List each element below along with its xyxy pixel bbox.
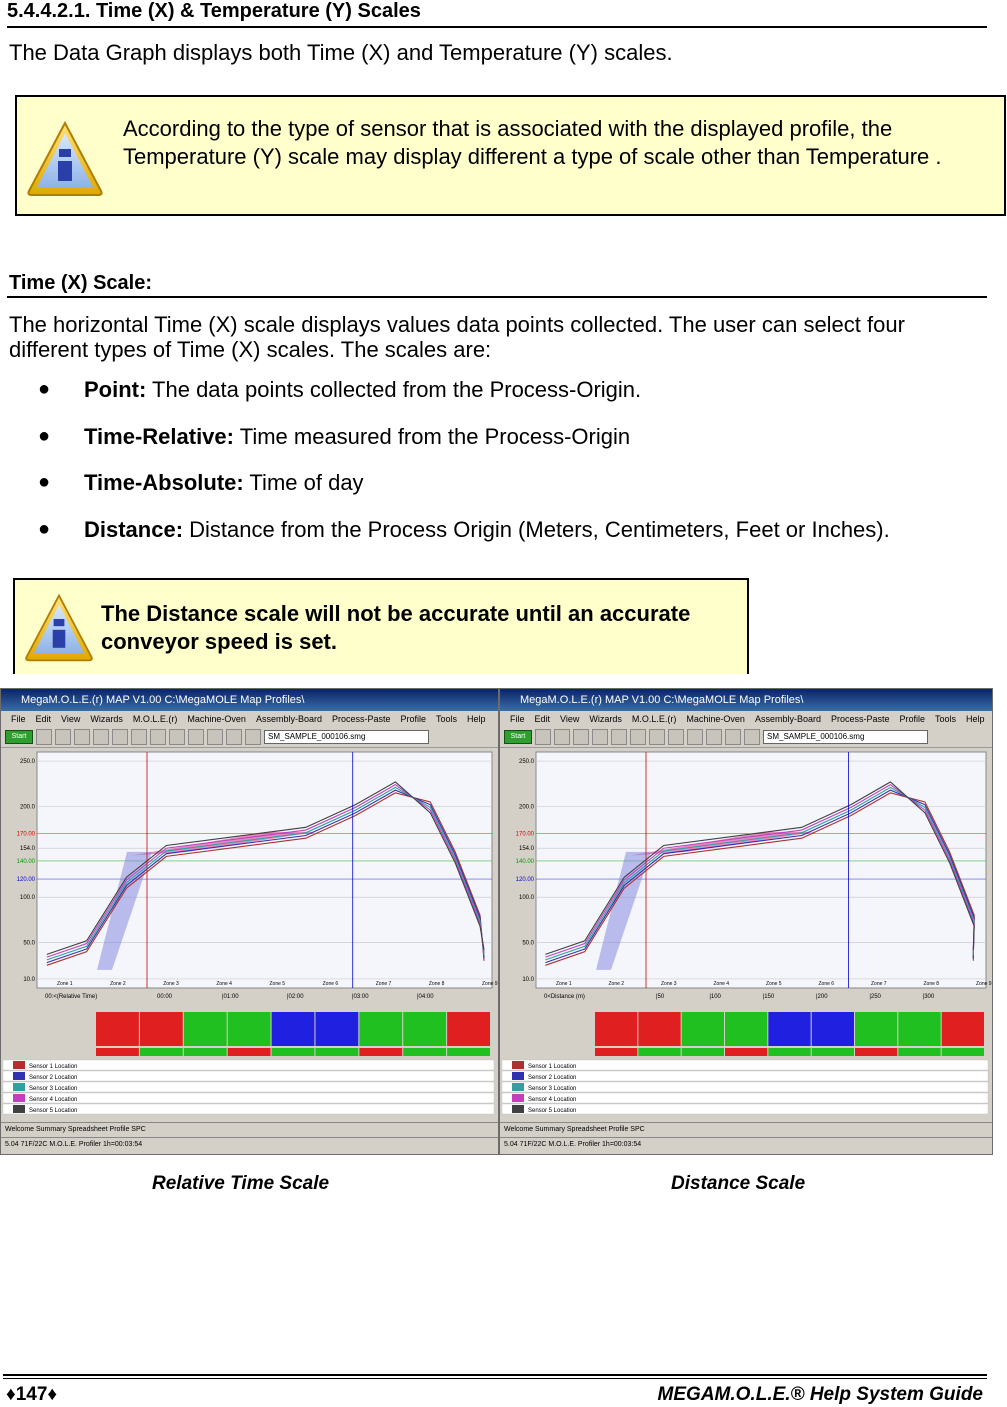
window-title: MegaM.O.L.E.(r) MAP V1.00 C:\MegaMOLE Map Profiles\ bbox=[500, 689, 992, 711]
zone-label: Zone 8 bbox=[428, 981, 445, 987]
toolbar-button[interactable] bbox=[74, 729, 90, 745]
menu-item[interactable]: View bbox=[61, 714, 81, 724]
y-tick-label: 100.0 bbox=[518, 895, 534, 902]
zone-label: Zone 7 bbox=[375, 981, 392, 987]
kpi-header-cell bbox=[725, 1012, 767, 1046]
sensor-name: Sensor 5 Location bbox=[528, 1108, 577, 1114]
footer-rule-thin bbox=[3, 1378, 987, 1379]
sensor-color-swatch bbox=[13, 1061, 25, 1069]
subsection-rule bbox=[7, 296, 987, 298]
bullet-icon: ● bbox=[38, 471, 51, 493]
kpi-header-cell bbox=[768, 1012, 810, 1046]
y-tick-label: 10.0 bbox=[522, 976, 534, 983]
bullet-distance bbox=[38, 516, 918, 543]
start-button[interactable]: Start bbox=[504, 730, 532, 744]
zone-label: Zone 7 bbox=[871, 981, 887, 987]
y-tick-label: 50.0 bbox=[23, 940, 35, 947]
kpi-header-cell bbox=[96, 1012, 139, 1046]
section-heading: 5.4.4.2.1. Time (X) & Temperature (Y) Scales bbox=[7, 0, 421, 22]
kpi-header-cell bbox=[403, 1012, 446, 1046]
kpi-header-cell bbox=[942, 1012, 984, 1046]
sensor-color-swatch bbox=[512, 1072, 524, 1080]
x-tick-label: 00:00 bbox=[157, 994, 173, 1000]
sensor-color-swatch bbox=[13, 1083, 25, 1091]
kpi-header-cell bbox=[682, 1012, 724, 1046]
status-bar: 5.04 71F/22C M.O.L.E. Profiler 1h=00:03:54 bbox=[500, 1137, 992, 1152]
toolbar-button[interactable] bbox=[150, 729, 166, 745]
y-tick-label: 100.0 bbox=[19, 895, 35, 902]
kpi-header-cell bbox=[315, 1012, 358, 1046]
y-tick-label: 154.0 bbox=[518, 846, 534, 853]
menu-bar bbox=[500, 711, 992, 727]
screenshot-relative-time bbox=[0, 688, 499, 1155]
zone-label: Zone 3 bbox=[661, 981, 677, 987]
toolbar-button[interactable] bbox=[36, 729, 52, 745]
y-tick-label: 170.00 bbox=[16, 831, 35, 838]
toolbar-button[interactable] bbox=[630, 729, 646, 745]
x-tick-label: |150 bbox=[762, 994, 775, 1000]
toolbar-button[interactable] bbox=[725, 729, 741, 745]
zone-label: Zone 3 bbox=[163, 981, 179, 987]
bullet-term: Time-Relative: bbox=[84, 424, 234, 449]
x-axis-label: 0<Distance (m) bbox=[544, 994, 585, 1000]
sensor-name: Sensor 1 Location bbox=[29, 1064, 78, 1070]
y-tick-label: 200.0 bbox=[19, 804, 35, 811]
menu-item[interactable]: Profile bbox=[400, 714, 427, 724]
menu-item[interactable]: M.O.L.E.(r) bbox=[132, 714, 178, 724]
toolbar-button[interactable] bbox=[93, 729, 109, 745]
zone-label: Zone 5 bbox=[269, 981, 286, 987]
note-text-1: According to the type of sensor that is associated with the displayed profile, the Temperature (Y) scale may display different a type of scale other than Temperature . bbox=[123, 116, 942, 169]
x-tick-label: |01:00 bbox=[222, 994, 239, 1000]
toolbar-button[interactable] bbox=[573, 729, 589, 745]
y-tick-label: 250.0 bbox=[19, 759, 35, 766]
y-tick-label: 140.00 bbox=[515, 858, 534, 865]
kpi-header-cell bbox=[359, 1012, 402, 1046]
menu-item[interactable]: M.O.L.E.(r) bbox=[631, 714, 677, 724]
toolbar-button[interactable] bbox=[744, 729, 760, 745]
kpi-status-cell bbox=[812, 1048, 854, 1056]
sensor-color-swatch bbox=[512, 1083, 524, 1091]
profile-graph[interactable] bbox=[1, 748, 496, 1010]
x-tick-label: |03:00 bbox=[352, 994, 369, 1000]
kpi-header-cell bbox=[140, 1012, 183, 1046]
toolbar-button[interactable] bbox=[169, 729, 185, 745]
heading-rule bbox=[7, 26, 987, 28]
toolbar-button[interactable] bbox=[706, 729, 722, 745]
screenshot-distance bbox=[499, 688, 993, 1155]
menu-item[interactable]: Process-Paste bbox=[331, 714, 391, 724]
kpi-header-cell bbox=[228, 1012, 271, 1046]
bullet-term: Time-Absolute: bbox=[84, 470, 244, 495]
y-tick-label: 120.00 bbox=[16, 877, 35, 884]
kpi-header-cell bbox=[595, 1012, 637, 1046]
sensor-name: Sensor 2 Location bbox=[29, 1075, 78, 1081]
kpi-status-cell bbox=[315, 1048, 358, 1056]
y-tick-label: 50.0 bbox=[522, 940, 534, 947]
menu-item[interactable]: Edit bbox=[534, 714, 551, 724]
zone-label: Zone 1 bbox=[556, 981, 572, 987]
menu-item[interactable]: View bbox=[560, 714, 580, 724]
x-tick-label: |200 bbox=[816, 994, 828, 1000]
toolbar-button[interactable] bbox=[592, 729, 608, 745]
page-number: ♦147♦ bbox=[6, 1384, 58, 1405]
y-tick-label: 200.0 bbox=[518, 804, 534, 811]
toolbar-button[interactable] bbox=[668, 729, 684, 745]
kpi-header-cell bbox=[638, 1012, 680, 1046]
x-tick-label: |100 bbox=[709, 994, 721, 1000]
sensor-name: Sensor 2 Location bbox=[528, 1075, 577, 1081]
toolbar-button[interactable] bbox=[207, 729, 223, 745]
sensor-name: Sensor 1 Location bbox=[528, 1064, 577, 1070]
menu-item[interactable]: Assembly-Board bbox=[754, 714, 821, 724]
zone-label: Zone 2 bbox=[110, 981, 126, 987]
kpi-status-cell bbox=[898, 1048, 940, 1056]
y-tick-label: 250.0 bbox=[518, 759, 534, 766]
sensor-name: Sensor 3 Location bbox=[528, 1086, 577, 1092]
x-tick-label: |50 bbox=[656, 994, 665, 1000]
toolbar-button[interactable] bbox=[112, 729, 128, 745]
zone-label: Zone 4 bbox=[216, 981, 232, 987]
zone-label: Zone 9 bbox=[976, 981, 992, 987]
menu-item[interactable]: Machine-Oven bbox=[187, 714, 246, 724]
caption-distance: Distance Scale bbox=[671, 1173, 806, 1194]
kpi-status-cell bbox=[228, 1048, 271, 1056]
y-tick-label: 154.0 bbox=[19, 846, 35, 853]
kpi-status-cell bbox=[447, 1048, 490, 1056]
note-text-2: The Distance scale will not be accurate until an accurate conveyor speed is set. bbox=[101, 601, 691, 654]
x-axis-label: 00:<(Relative Time) bbox=[45, 994, 98, 1000]
bullet-text: The data points collected from the Process-Origin. bbox=[146, 377, 642, 402]
zone-label: Zone 5 bbox=[766, 981, 782, 987]
menu-item[interactable]: Assembly-Board bbox=[255, 714, 322, 724]
menu-item[interactable]: Wizards bbox=[90, 714, 123, 724]
menu-item[interactable]: Help bbox=[966, 714, 985, 724]
menu-item[interactable]: Tools bbox=[935, 714, 957, 724]
zone-label: Zone 6 bbox=[818, 981, 835, 987]
kpi-status-cell bbox=[403, 1048, 446, 1056]
sensor-color-swatch bbox=[13, 1072, 25, 1080]
menu-item[interactable]: File bbox=[11, 714, 26, 724]
y-tick-label: 10.0 bbox=[23, 976, 35, 983]
x-tick-label: |02:00 bbox=[287, 994, 304, 1000]
kpi-status-cell bbox=[359, 1048, 402, 1056]
toolbar-button[interactable] bbox=[55, 729, 71, 745]
kpi-status-cell bbox=[638, 1048, 680, 1056]
x-tick-label: |300 bbox=[922, 994, 935, 1000]
intro-text: The Data Graph displays both Time (X) and Temperature (Y) scales. bbox=[9, 40, 673, 65]
menu-item[interactable]: Tools bbox=[436, 714, 458, 724]
status-bar: 5.04 71F/22C M.O.L.E. Profiler 1h=00:03:54 bbox=[1, 1137, 498, 1152]
toolbar-button[interactable] bbox=[245, 729, 261, 745]
bullet-icon: ● bbox=[38, 518, 51, 540]
sensor-name: Sensor 3 Location bbox=[29, 1086, 78, 1092]
toolbar-button[interactable] bbox=[687, 729, 703, 745]
time-scale-description: The horizontal Time (X) scale displays values data points collected. The user can select four different types of Time (X) scales. The scales are: bbox=[9, 312, 905, 362]
sensor-color-swatch bbox=[512, 1061, 524, 1069]
menu-item[interactable]: Process-Paste bbox=[830, 714, 890, 724]
note-box-2 bbox=[13, 578, 749, 674]
sensor-color-swatch bbox=[13, 1094, 25, 1102]
info-icon bbox=[23, 592, 95, 669]
bullet-time-relative bbox=[38, 423, 978, 450]
kpi-status-cell bbox=[595, 1048, 637, 1056]
profile-graph[interactable] bbox=[500, 748, 990, 1010]
y-tick-label: 120.00 bbox=[515, 877, 534, 884]
footer-rule bbox=[3, 1374, 987, 1376]
kpi-table[interactable] bbox=[500, 1010, 990, 1122]
bullet-time-absolute bbox=[38, 469, 978, 496]
zone-label: Zone 4 bbox=[713, 981, 730, 987]
sensor-name: Sensor 5 Location bbox=[29, 1108, 78, 1114]
start-button[interactable]: Start bbox=[5, 730, 33, 744]
x-tick-label: |04:00 bbox=[417, 994, 434, 1000]
toolbar-button[interactable] bbox=[188, 729, 204, 745]
kpi-header-cell bbox=[812, 1012, 854, 1046]
subsection-heading: Time (X) Scale: bbox=[9, 272, 153, 294]
menu-item[interactable]: Help bbox=[467, 714, 486, 724]
toolbar-button[interactable] bbox=[226, 729, 242, 745]
bullet-text: Time measured from the Process-Origin bbox=[233, 424, 631, 449]
bullet-point bbox=[38, 376, 978, 403]
kpi-status-cell bbox=[942, 1048, 984, 1056]
note-box-1 bbox=[15, 95, 1006, 216]
bullet-text: Time of day bbox=[243, 470, 364, 495]
bullet-text: Distance from the Process Origin (Meters, Centimeters, Feet or Inches). bbox=[183, 517, 890, 542]
kpi-header-cell bbox=[898, 1012, 940, 1046]
zone-label: Zone 2 bbox=[608, 981, 625, 987]
kpi-status-cell bbox=[96, 1048, 139, 1056]
menu-item[interactable]: Wizards bbox=[589, 714, 622, 724]
toolbar-button[interactable] bbox=[535, 729, 551, 745]
menu-item[interactable]: Edit bbox=[35, 714, 52, 724]
zone-label: Zone 6 bbox=[322, 981, 339, 987]
toolbar-button[interactable] bbox=[554, 729, 570, 745]
kpi-header-cell bbox=[272, 1012, 315, 1046]
zone-label: Zone 1 bbox=[57, 981, 73, 987]
kpi-header-cell bbox=[855, 1012, 897, 1046]
zone-label: Zone 8 bbox=[923, 981, 940, 987]
sensor-color-swatch bbox=[512, 1094, 524, 1102]
kpi-header-cell bbox=[447, 1012, 490, 1046]
kpi-table[interactable] bbox=[1, 1010, 496, 1122]
zone-label: Zone 9 bbox=[482, 981, 498, 987]
bullet-icon: ● bbox=[38, 425, 51, 447]
caption-relative-time: Relative Time Scale bbox=[152, 1173, 330, 1194]
kpi-status-cell bbox=[272, 1048, 315, 1056]
sensor-color-swatch bbox=[512, 1105, 524, 1113]
bullet-icon: ● bbox=[38, 378, 51, 400]
menu-bar bbox=[1, 711, 498, 727]
menu-item[interactable]: File bbox=[510, 714, 525, 724]
kpi-status-cell bbox=[184, 1048, 227, 1056]
view-tabs[interactable]: Welcome Summary Spreadsheet Profile SPC bbox=[500, 1122, 992, 1137]
kpi-status-cell bbox=[855, 1048, 897, 1056]
file-select[interactable]: SM_SAMPLE_000106.smg bbox=[264, 730, 429, 744]
sensor-name: Sensor 4 Location bbox=[29, 1097, 78, 1103]
guide-title: MEGAM.O.L.E.® Help System Guide bbox=[657, 1384, 983, 1405]
kpi-status-cell bbox=[682, 1048, 724, 1056]
info-icon bbox=[25, 119, 105, 204]
sensor-color-swatch bbox=[13, 1105, 25, 1113]
toolbar bbox=[1, 727, 498, 748]
menu-item[interactable]: Machine-Oven bbox=[686, 714, 745, 724]
sensor-name: Sensor 4 Location bbox=[528, 1097, 577, 1103]
kpi-status-cell bbox=[140, 1048, 183, 1056]
toolbar-button[interactable] bbox=[611, 729, 627, 745]
bullet-term: Point: bbox=[84, 377, 147, 402]
toolbar bbox=[500, 727, 992, 748]
toolbar-button[interactable] bbox=[649, 729, 665, 745]
menu-item[interactable]: Profile bbox=[899, 714, 926, 724]
x-tick-label: |250 bbox=[869, 994, 881, 1000]
window-title: MegaM.O.L.E.(r) MAP V1.00 C:\MegaMOLE Map Profiles\ bbox=[1, 689, 498, 711]
file-select[interactable]: SM_SAMPLE_000106.smg bbox=[763, 730, 928, 744]
kpi-header-cell bbox=[184, 1012, 227, 1046]
kpi-status-cell bbox=[768, 1048, 810, 1056]
bullet-term: Distance: bbox=[84, 517, 184, 542]
kpi-status-cell bbox=[725, 1048, 767, 1056]
view-tabs[interactable]: Welcome Summary Spreadsheet Profile SPC bbox=[1, 1122, 498, 1137]
y-tick-label: 170.00 bbox=[515, 831, 534, 838]
toolbar-button[interactable] bbox=[131, 729, 147, 745]
y-tick-label: 140.00 bbox=[16, 858, 35, 865]
